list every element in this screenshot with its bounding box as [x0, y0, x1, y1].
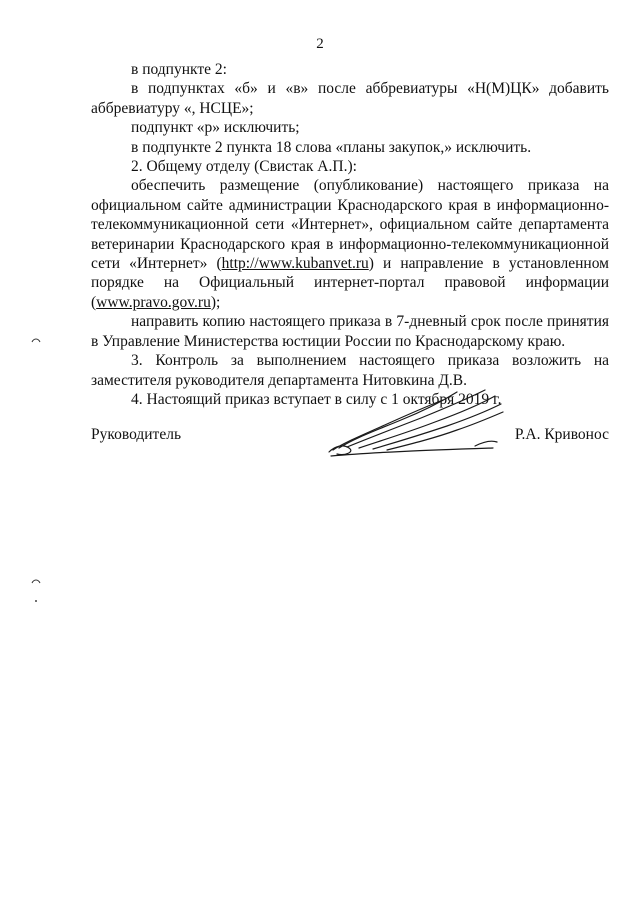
pravo-link[interactable]: www.pravo.gov.ru: [96, 293, 211, 311]
page-number: 2: [316, 36, 324, 52]
publication-text-start: обеспечить размещение (опубликование) настоящего приказа на официальном сайте администрации Краснодарского края в информационно-телекоммуникационной сети «Интернет», официальном сайте департамента ветеринарии Краснодарского края в информационно-телекоммуникационной сети «Интернет» (: [91, 177, 609, 273]
margin-scan-mark: [31, 337, 41, 343]
paragraph-subitem-r: подпункт «р» исключить;: [131, 119, 300, 137]
paragraph-item-4-effective-date: 4. Настоящий приказ вступает в силу с 1 октября 2019 г.: [131, 390, 502, 408]
paragraph-publication: [91, 176, 609, 312]
signatory-title: Руководитель: [91, 426, 182, 443]
kubanvet-link[interactable]: http://www.kubanvet.ru: [221, 255, 369, 273]
signatory-name: Р.А. Кривонос: [514, 426, 609, 443]
margin-scan-mark: [33, 598, 43, 604]
paragraph-item-3-control: 3. Контроль за выполнением настоящего приказа возложить на заместителя руководителя департамента Нитовкина Д.В.: [91, 352, 609, 389]
paragraph-item-2-general-dept: 2. Общему отделу (Свистак А.П.):: [131, 158, 357, 176]
paragraph-send-copy: направить копию настоящего приказа в 7-дневный срок после принятия в Управление Министерства юстиции России по Краснодарскому краю.: [91, 313, 609, 350]
margin-scan-mark: [31, 578, 41, 584]
paragraph-subitem-18: в подпункте 2 пункта 18 слова «планы закупок,» исключить.: [131, 138, 532, 156]
publication-text-end: );: [210, 293, 221, 311]
handwritten-signature: [325, 378, 515, 458]
publication-text-middle: ) и направление в установленном порядке на Официальный интернет-портал правовой информации (: [91, 255, 609, 311]
document-body: [91, 60, 609, 409]
paragraph-subitem-2: в подпункте 2:: [131, 61, 227, 78]
paragraph-subitems-b-v: в подпунктах «б» и «в» после аббревиатуры «Н(М)ЦК» добавить аббревиатуру «, НСЦЕ»;: [91, 80, 609, 117]
